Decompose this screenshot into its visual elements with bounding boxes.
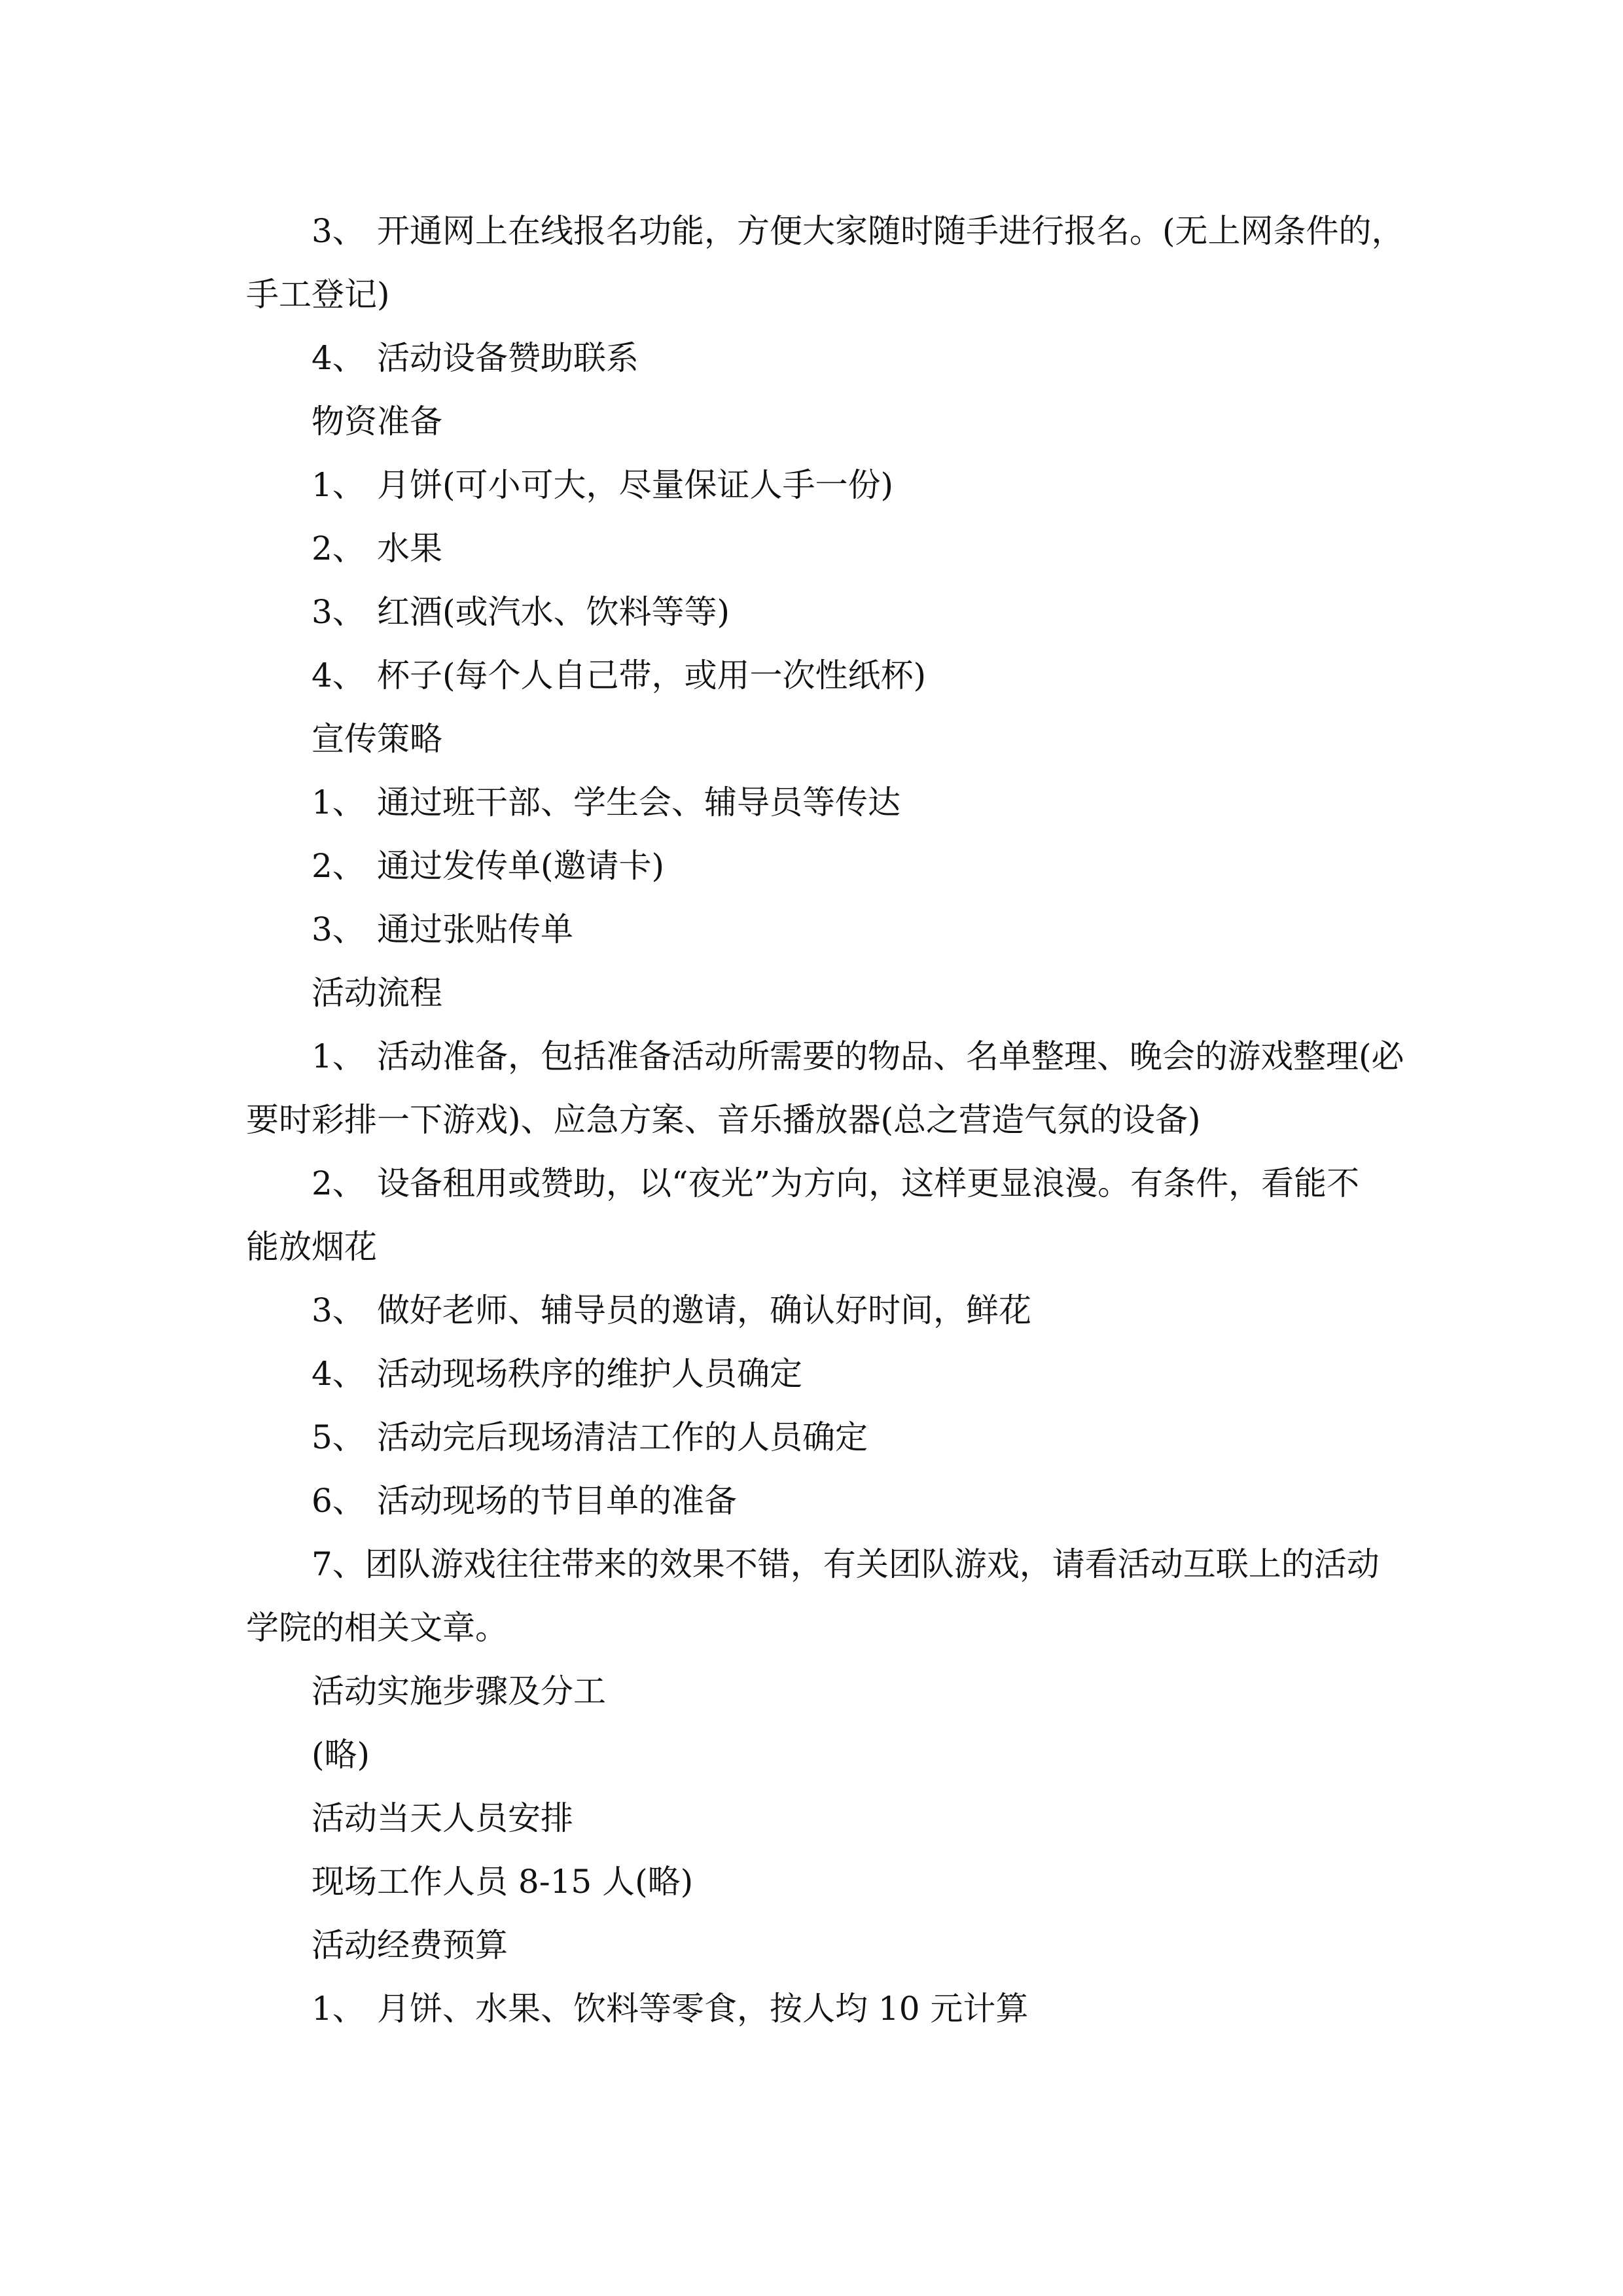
list-item — [246, 834, 1378, 898]
item-number: 6、 — [312, 1482, 365, 1520]
item-text: 红酒(或汽水、饮料等等) — [377, 593, 730, 631]
item-number: 1、 — [312, 466, 365, 504]
item-number: 2、 — [312, 847, 365, 885]
item-text: 活动设备赞助联系 — [377, 339, 639, 377]
list-item — [246, 1469, 1378, 1533]
item-text: 活动准备，包括准备活动所需要的物品、名单整理、晚会的游戏整理(必 — [377, 1037, 1404, 1075]
section-heading: 活动经费预算 — [312, 1926, 508, 1964]
list-item — [246, 454, 1378, 517]
item-number: 4、 — [312, 339, 365, 377]
item-number: 2、 — [312, 529, 365, 567]
paragraph-continuation: 能放烟花 — [246, 1228, 377, 1266]
list-item — [246, 517, 1378, 581]
paragraph-continuation: 要时彩排一下游戏)、应急方案、音乐播放器(总之营造气氛的设备) — [246, 1101, 1201, 1139]
list-item — [246, 898, 1378, 961]
list-item — [246, 200, 1404, 263]
paragraph-continuation: 手工登记) — [246, 276, 390, 314]
item-text: 做好老师、辅导员的邀请，确认好时间，鲜花 — [377, 1291, 1031, 1329]
section-heading: 活动当天人员安排 — [312, 1799, 573, 1837]
paragraph: (略) — [312, 1736, 370, 1774]
paragraph-continuation: 学院的相关文章。 — [246, 1609, 508, 1647]
item-number: 3、 — [312, 593, 365, 631]
item-number: 4、 — [312, 656, 365, 694]
list-item — [246, 1025, 1404, 1088]
item-text: 月饼(可小可大，尽量保证人手一份) — [377, 466, 894, 504]
item-text: 通过发传单(邀请卡) — [377, 847, 665, 885]
item-text: 设备租用或赞助，以“夜光”为方向，这样更显浪漫。有条件，看能不 — [377, 1164, 1360, 1202]
list-item — [246, 644, 1378, 708]
list-item — [246, 771, 1378, 834]
item-text: 活动完后现场清洁工作的人员确定 — [377, 1418, 868, 1456]
item-number: 1、 — [312, 1037, 365, 1075]
item-number: 2、 — [312, 1164, 365, 1202]
item-text: 开通网上在线报名功能，方便大家随时随手进行报名。(无上网条件的， — [377, 212, 1404, 250]
item-number: 3、 — [312, 1291, 365, 1329]
list-item — [246, 581, 1378, 644]
section-heading: 活动流程 — [312, 974, 442, 1012]
item-text: 月饼、水果、饮料等零食，按人均 10 元计算 — [377, 1990, 1029, 2028]
list-item-inline: 7、团队游戏往往带来的效果不错，有关团队游戏，请看活动互联上的活动 — [312, 1545, 1380, 1583]
item-number: 3、 — [312, 212, 365, 250]
list-item — [246, 1406, 1378, 1469]
section-heading: 活动实施步骤及分工 — [312, 1672, 606, 1710]
item-text: 水果 — [377, 529, 442, 567]
item-number: 1、 — [312, 783, 365, 821]
item-text: 活动现场的节目单的准备 — [377, 1482, 737, 1520]
item-text: 杯子(每个人自己带，或用一次性纸杯) — [377, 656, 927, 694]
section-heading: 宣传策略 — [312, 720, 442, 758]
list-item — [246, 1977, 1378, 2041]
item-text: 通过张贴传单 — [377, 910, 573, 948]
item-number: 3、 — [312, 910, 365, 948]
list-item — [246, 1279, 1378, 1342]
list-item — [246, 1342, 1378, 1406]
paragraph: 现场工作人员 8-15 人(略) — [312, 1863, 694, 1901]
section-heading: 物资准备 — [312, 403, 442, 440]
item-text: 活动现场秩序的维护人员确定 — [377, 1355, 802, 1393]
item-number: 1、 — [312, 1990, 365, 2028]
item-text: 通过班干部、学生会、辅导员等传达 — [377, 783, 901, 821]
list-item — [246, 327, 1378, 390]
item-number: 4、 — [312, 1355, 365, 1393]
list-item — [246, 1152, 1378, 1215]
item-number: 5、 — [312, 1418, 365, 1456]
